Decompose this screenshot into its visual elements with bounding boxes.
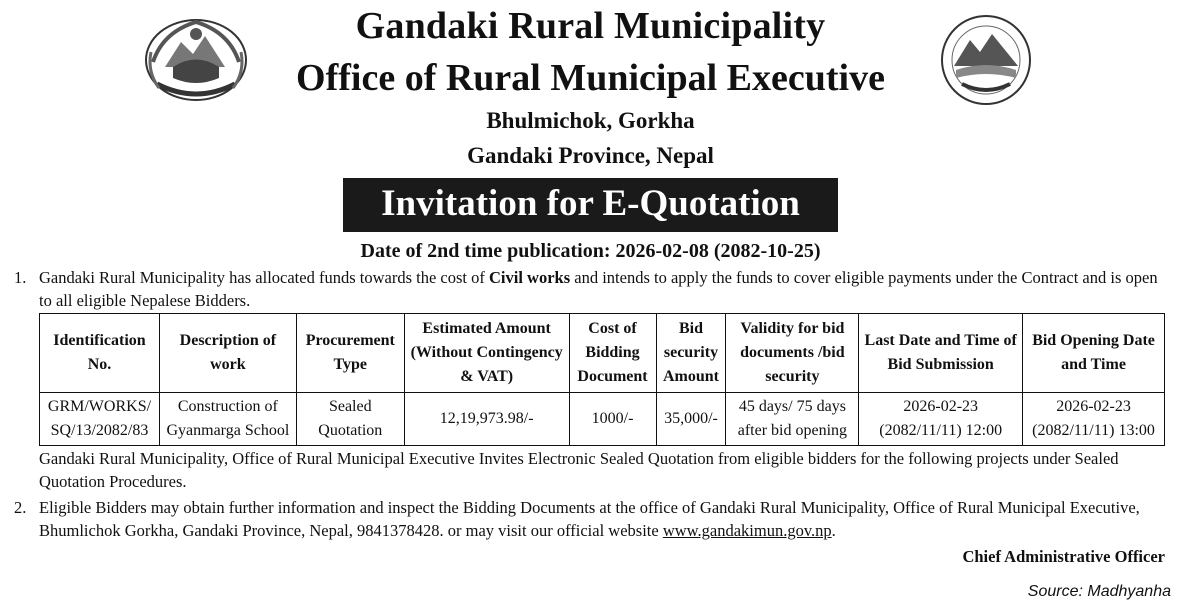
table-header: Identification No.: [40, 314, 160, 393]
table-cell: 35,000/-: [656, 393, 726, 446]
table-header: Last Date and Time of Bid Submission: [859, 314, 1023, 393]
table-header: Description of work: [159, 314, 296, 393]
paragraph-1-number: 1.: [14, 268, 27, 287]
table-header: Procurement Type: [296, 314, 404, 393]
signature: Chief Administrative Officer: [962, 547, 1165, 566]
table-note: Gandaki Rural Municipality, Office of Rural Municipal Executive Invites Electronic Sealed Quotation from eligible bidders for the following projects under Sealed Quotation Procedures.: [39, 449, 1119, 491]
publication-date: Date of 2nd time publication: 2026-02-08 (2082-10-25): [360, 240, 821, 262]
table-header: Validity for bid documents /bid security: [726, 314, 859, 393]
address-line-1: Bhulmichok, Gorkha: [486, 108, 695, 133]
municipality-title: Gandaki Rural Municipality: [355, 5, 826, 47]
paragraph-1-bold: Civil works: [488, 268, 571, 287]
table-header: Estimated Amount (Without Contingency & VAT): [404, 314, 569, 393]
notice-banner: Invitation for E-Quotation: [343, 178, 838, 232]
paragraph-1: [39, 266, 1169, 312]
table-cell: 12,19,973.98/-: [404, 393, 569, 446]
table-cell: GRM/WORKS/ SQ/13/2082/83: [40, 393, 160, 446]
paragraph-2-number: 2.: [14, 498, 27, 517]
office-title: Office of Rural Municipal Executive: [296, 57, 885, 99]
website-link[interactable]: www.gandakimun.gov.np: [662, 521, 832, 540]
address-line-2: Gandaki Province, Nepal: [467, 143, 714, 168]
table-row: [40, 393, 1165, 446]
table-cell: 1000/-: [569, 393, 656, 446]
table-header: Cost of Bidding Document: [569, 314, 656, 393]
paragraph-2: [39, 496, 1167, 542]
paragraph-1-text-a: Gandaki Rural Municipality has allocated funds towards the cost of: [39, 268, 489, 287]
table-header: Bid Opening Date and Time: [1023, 314, 1165, 393]
table-cell: 45 days/ 75 days after bid opening: [726, 393, 859, 446]
table-cell: 2026-02-23 (2082/11/11) 12:00: [859, 393, 1023, 446]
table-header-row: [40, 314, 1165, 393]
paragraph-2-text: Eligible Bidders may obtain further information and inspect the Bidding Documents at the office of Gandaki Rural Municipality, Office of Rural Municipal Executive, Bhumlichok Gorkha, Gandaki Province, Nepal, 9841378428. or may visit our official website: [39, 498, 1140, 540]
quotation-table: [39, 313, 1165, 446]
table-cell: Sealed Quotation: [296, 393, 404, 446]
paragraph-2-end: .: [831, 521, 836, 540]
table-cell: 2026-02-23 (2082/11/11) 13:00: [1023, 393, 1165, 446]
table-cell: Construction of Gyanmarga School: [159, 393, 296, 446]
table-header: Bid security Amount: [656, 314, 726, 393]
source-credit: Source: Madhyanha: [1027, 583, 1171, 600]
paragraph-1-text-b: and intends to apply the funds to cover eligible payments under the Contract and is open to all eligible Nepalese Bidders.: [39, 268, 1158, 310]
